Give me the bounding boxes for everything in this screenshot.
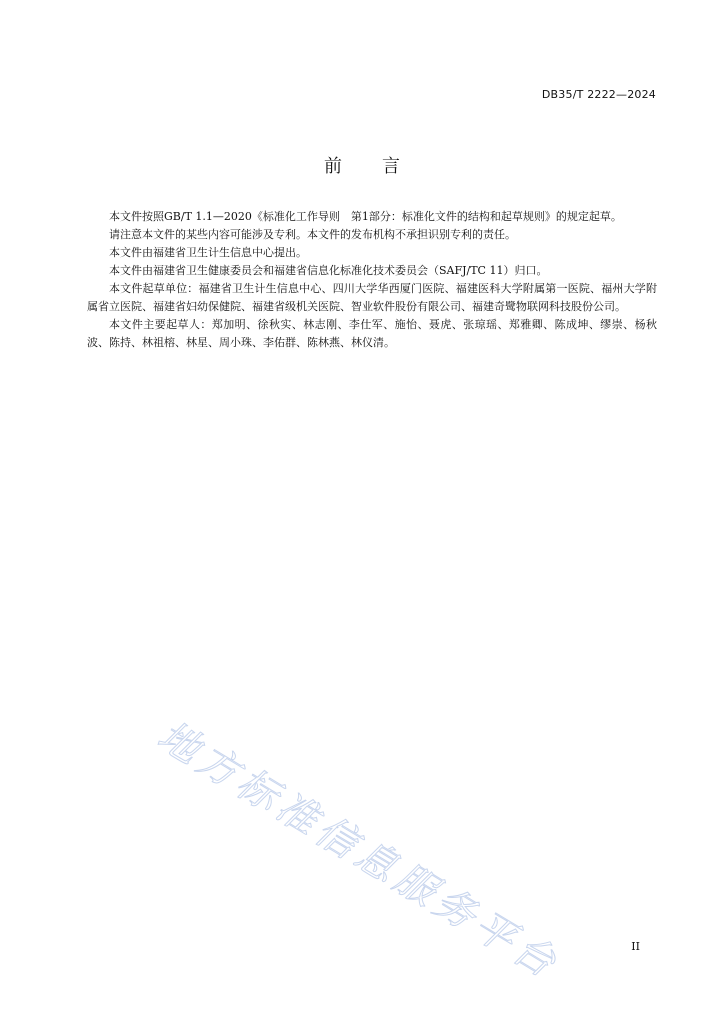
paragraph-proposer: 本文件由福建省卫生计生信息中心提出。 [109,246,307,259]
paragraph-drafting-rules: 本文件按照GB/T 1.1—2020《标准化工作导则 第1部分：标准化文件的结构和起草规则》的规定起草。 [109,210,622,223]
paragraph-patent-notice: 请注意本文件的某些内容可能涉及专利。本文件的发布机构不承担识别专利的责任。 [109,228,516,241]
page-number: II [631,940,640,953]
paragraph-drafters: 本文件主要起草人：郑加明、徐秋实、林志刚、李仕军、施怡、聂虎、张琼瑶、郑雅卿、陈成坤、缪崇、杨秋波、陈持、林祖榕、林星、周小珠、李佑群、陈林燕、林仪清。 [87,318,657,349]
paragraph-drafting-units: 本文件起草单位：福建省卫生计生信息中心、四川大学华西厦门医院、福建医科大学附属第一医院、福州大学附属省立医院、福建省妇幼保健院、福建省级机关医院、智业软件股份有限公司、福建奇鹭物联网科技股份公司。 [87,282,657,313]
foreword-body [87,208,657,352]
watermark-text: 地方标准信息服务平台 [149,712,568,990]
page-title: 前言 [324,156,440,177]
paragraph-administrator: 本文件由福建省卫生健康委员会和福建省信息化标准化技术委员会（SAFJ/TC 11）归口。 [109,264,548,277]
document-code: DB35/T 2222—2024 [541,88,656,101]
